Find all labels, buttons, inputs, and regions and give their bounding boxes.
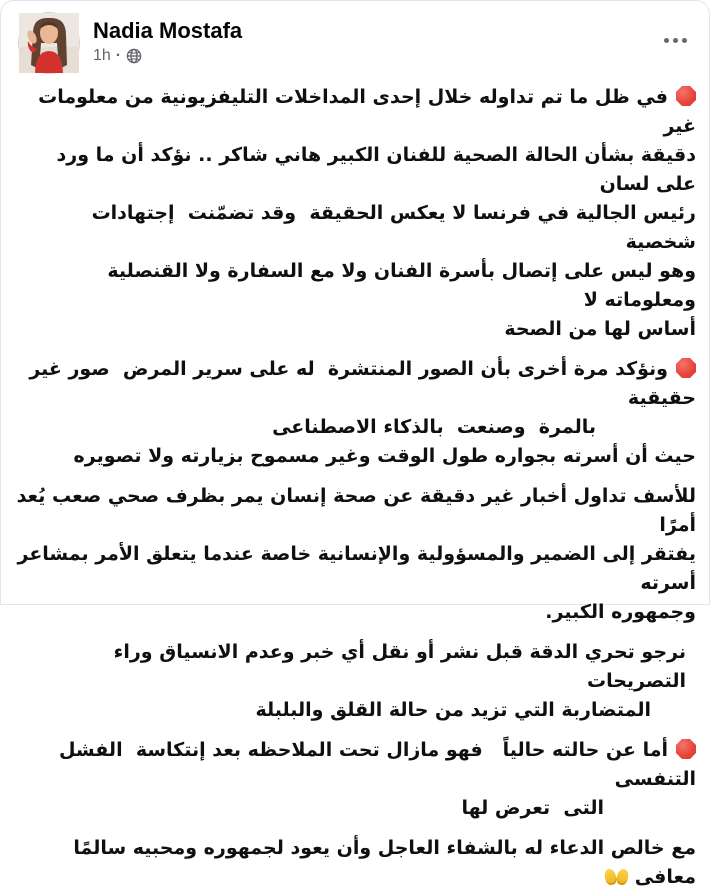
palms-up-icon — [604, 868, 629, 886]
ellipsis-icon — [682, 38, 687, 43]
meta-separator: · — [115, 47, 122, 65]
post-line: دقيقة بشأن الحالة الصحية للفنان الكبير هاني شاكر .. نؤكد أن ما ورد على لسان — [49, 144, 696, 195]
author-name[interactable]: Nadia Mostafa — [93, 18, 243, 43]
post-meta — [93, 47, 242, 65]
post-line: مع خالص الدعاء له بالشفاء العاجل وأن يعود لجمهوره ومحبيه سالمًا معافى — [66, 837, 696, 888]
post-line: يفتقر إلى الضمير والمسؤولية والإنسانية خاصة عندما يتعلق الأمر بمشاعر أسرته — [10, 543, 696, 594]
stop-sign-icon — [676, 358, 696, 378]
avatar-photo-icon — [19, 13, 79, 73]
post-line: للأسف تداول أخبار غير دقيقة عن صحة إنسان يمر بظرف صحي صعب يُعد أمرًا — [9, 485, 696, 536]
post-line: حيث أن أسرته بجواره طول الوقت وغير مسموح بزيارته ولا تصويره — [73, 445, 696, 467]
post-line: بالمرة وصنعت بالذكاء الاصطناعى — [272, 416, 596, 438]
post-header — [1, 1, 709, 74]
header-text — [93, 12, 242, 65]
post-line: التى تعرض لها — [461, 797, 604, 819]
post-line: في ظل ما تم تداوله خلال إحدى المداخلات التليفزيونية من معلومات غير — [31, 86, 696, 137]
globe-public-icon — [126, 48, 142, 64]
ellipsis-icon — [673, 38, 678, 43]
stop-sign-icon — [676, 86, 696, 106]
post-line: وهو ليس على إتصال بأسرة الفنان ولا مع السفارة ولا القنصلية ومعلوماته لا — [100, 260, 696, 311]
post-line: ونؤكد مرة أخرى بأن الصور المنتشرة له على سرير المرض صور غير حقيقية — [22, 358, 696, 409]
post-line: رئيس الجالية في فرنسا لا يعكس الحقيقة وقد تضمّنت إجتهادات شخصية — [84, 202, 696, 253]
post-line: أساس لها من الصحة — [504, 318, 696, 340]
post-line: المتضاربة التي تزيد من حالة القلق والبلبلة — [255, 699, 651, 721]
post-timestamp[interactable]: 1h — [93, 47, 111, 65]
avatar[interactable] — [18, 12, 80, 74]
stop-sign-icon — [676, 739, 696, 759]
ellipsis-icon — [664, 38, 669, 43]
post-line: أما عن حالته حالياً فهو مازال تحت الملاحظه بعد إنتكاسة الفشل التنفسى — [52, 739, 696, 790]
post-line: وجمهوره الكبير. — [545, 601, 696, 623]
more-options-button[interactable] — [658, 32, 693, 49]
post-body — [1, 74, 709, 892]
post-line: نرجو تحري الدقة قبل نشر أو نقل أي خبر وعدم الانسياق وراء التصريحات — [107, 641, 686, 692]
